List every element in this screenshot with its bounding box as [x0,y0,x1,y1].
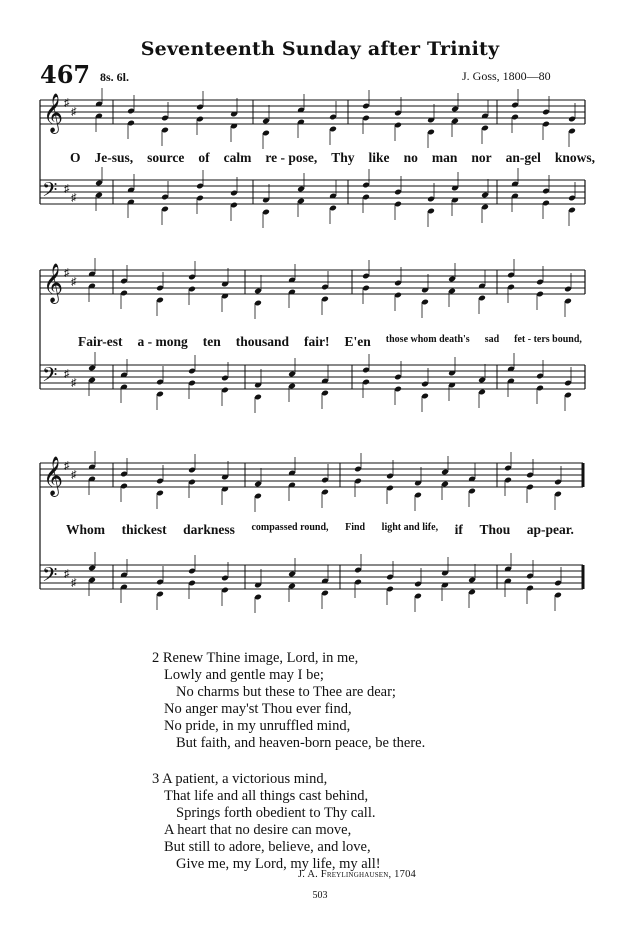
hymn-title: Seventeenth Sunday after Trinity [140,38,500,60]
verse-line: 3 A patient, a victorious mind, [152,771,328,787]
verse-line: But faith, and heaven-born peace, be there. [176,735,426,751]
sharp-icon: ♯ [71,577,77,589]
lyric-syllable: knows, [554,150,595,165]
verse-line: 2 Renew Thine image, Lord, in me, [152,650,359,666]
lyric-syllable: Thou [479,522,511,537]
lyric-syllable: nor [471,150,492,165]
hymn-composer: J. Goss, 1800—80 [462,69,551,83]
sharp-icon: ♯ [64,267,70,279]
lyric-syllable: sad [484,334,500,345]
lyric-syllable: man [431,150,458,165]
verse-line: No anger may'st Thou ever find, [164,701,352,717]
verse-line: Lowly and gentle may I be; [164,667,324,683]
lyric-syllable: Whom [66,522,106,537]
sharp-icon: ♯ [64,183,70,195]
lyric-syllable: light and life, [381,522,439,533]
verse-3 [152,771,381,873]
verse-line: That life and all things cast behind, [164,788,369,804]
lyric-line-3 [66,522,574,538]
lyric-syllable: source [147,150,185,165]
verse-line: Springs forth obedient to Thy call. [176,805,376,821]
lyric-syllable: E'en [344,334,371,349]
verse-line: But still to adore, believe, and love, [164,839,371,855]
sharp-icon: ♯ [64,460,70,472]
verse-line: A heart that no desire can move, [164,822,352,838]
lyric-syllable: Find [345,522,366,533]
sharp-icon: ♯ [71,192,77,204]
lyric-syllable: Thy [331,150,355,165]
text-author: J. A. Freylinghausen, 1704 [298,869,416,880]
sharp-icon: ♯ [64,568,70,580]
verse-line: No pride, in my unruffled mind, [164,718,351,734]
lyric-line-1 [70,150,595,166]
sharp-icon: ♯ [64,97,70,109]
lyric-syllable: if [454,522,463,537]
lyric-syllable: ten [202,334,221,349]
sharp-icon: ♯ [64,368,70,380]
lyric-syllable: those whom death's [385,334,470,345]
treble-clef-icon: 𝄞 [43,263,64,303]
verse-2 [152,650,425,752]
music-system-3 [0,430,640,610]
page-number: 503 [312,890,328,901]
lyric-syllable: re - pose, [265,150,318,165]
sharp-icon: ♯ [71,469,77,481]
sharp-icon: ♯ [71,106,77,118]
bass-clef-icon: 𝄢 [42,563,58,591]
treble-clef-icon: 𝄞 [43,456,64,496]
lyric-syllable: Je-sus, [94,150,134,165]
lyric-syllable: Fair-est [78,334,123,349]
bass-clef-icon: 𝄢 [42,363,58,391]
sharp-icon: ♯ [71,377,77,389]
lyric-syllable: ap-pear. [526,522,574,537]
verse-line: Give me, my Lord, my life, my all! [176,856,381,872]
lyric-syllable: fair! [304,334,330,349]
hymn-meter: 8s. 6l. [100,70,130,84]
lyric-syllable: like [368,150,390,165]
lyric-syllable: an-gel [505,150,541,165]
verse-number: 3 [152,771,160,787]
sharp-icon: ♯ [71,276,77,288]
lyric-syllable: a - mong [137,334,188,349]
verse-number: 2 [152,650,160,666]
lyric-syllable: thousand [235,334,290,349]
bass-clef-icon: 𝄢 [42,178,58,206]
lyric-syllable: thickest [121,522,167,537]
lyric-syllable: compassed round, [251,522,329,533]
lyric-syllable: of [198,150,210,165]
hymn-number: 467 [40,60,91,89]
lyric-syllable: darkness [183,522,235,537]
treble-clef-icon: 𝄞 [43,93,64,133]
lyric-line-2 [78,334,582,350]
verse-line: No charms but these to Thee are dear; [176,684,396,700]
lyric-syllable: O [70,150,81,165]
lyric-syllable: fet - ters bound, [514,334,582,345]
lyric-syllable: calm [223,150,252,165]
lyric-syllable: no [403,150,418,165]
